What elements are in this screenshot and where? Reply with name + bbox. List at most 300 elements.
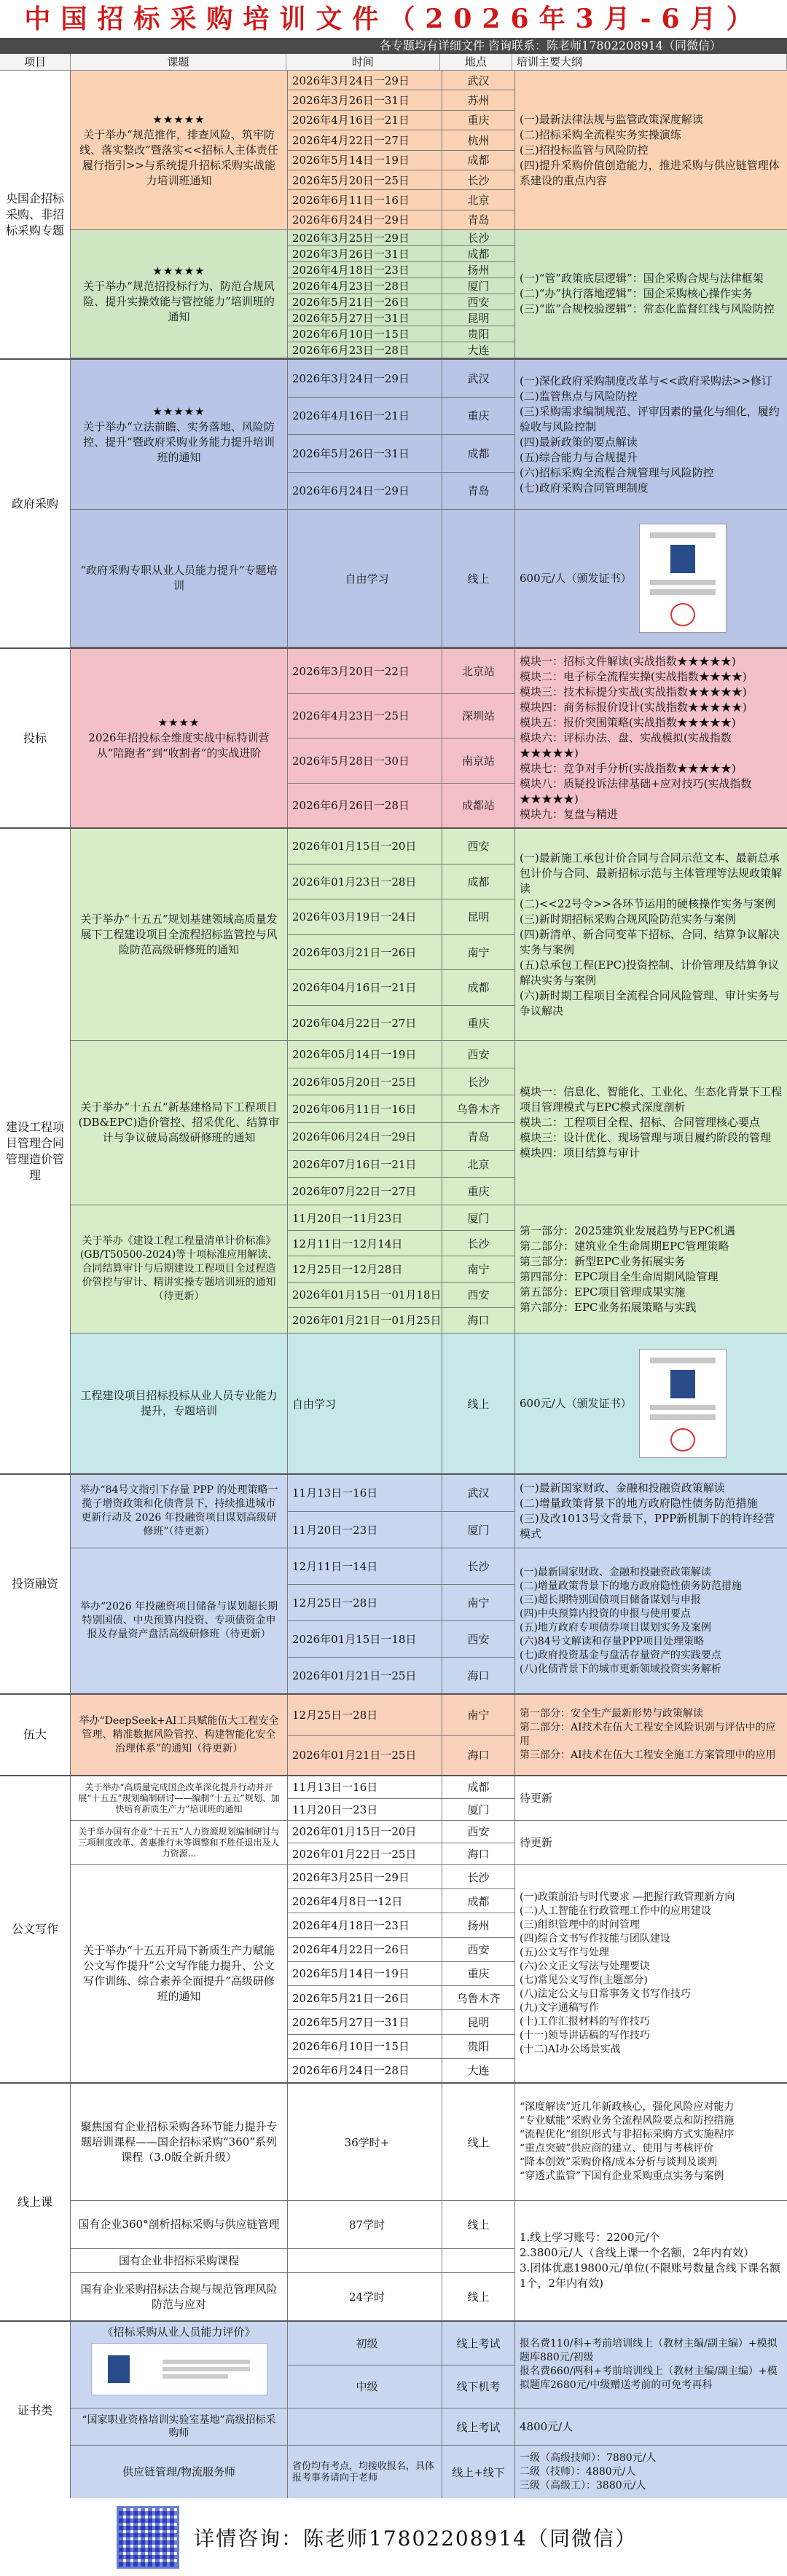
- time-cell: 2026年3月24日一29日: [288, 360, 442, 397]
- location-cell: 南宁: [467, 1596, 490, 1610]
- schedule-list: [288, 230, 515, 358]
- location-cell: 线上+线下: [452, 2466, 505, 2479]
- header-course: 课题: [71, 54, 286, 70]
- schedule-list: [288, 1865, 515, 2082]
- schedule-row: [288, 1986, 514, 2010]
- certificate-image: [91, 2343, 267, 2395]
- time-cell: 2026年06月24日一29日: [288, 1123, 442, 1150]
- outline-line: (十一)领导讲话稿的写作技巧: [520, 2030, 650, 2041]
- schedule-row: [288, 935, 514, 971]
- location-cell: 西安: [467, 1633, 490, 1646]
- course-block: [71, 1475, 787, 1548]
- outline: 4800元/人: [520, 2419, 573, 2433]
- section-label: 伍大: [0, 1695, 71, 1775]
- time-cell: 12月25日一12月28日: [288, 1256, 442, 1281]
- time-cell: 2026年6月11日一16日: [288, 190, 442, 209]
- outline-line: (五)综合能力与合规提升: [520, 450, 638, 464]
- section-online: [0, 2084, 787, 2322]
- outline-line: (三)采购需求编制规范、评审因素的量化与细化，履约验收与风险控制: [520, 404, 780, 433]
- time-cell: 2026年3月25日一29日: [288, 1865, 442, 1888]
- location-cell: 昆明: [467, 910, 490, 924]
- schedule-row: [288, 473, 514, 510]
- outline: [515, 2084, 787, 2200]
- schedule-row: [288, 1178, 514, 1205]
- outline-line: 模块二：电子标全流程实操(实战指数★★★★): [520, 670, 747, 683]
- location-cell: 海口: [467, 1847, 490, 1861]
- course-block: [71, 2446, 787, 2499]
- location-cell: 长沙: [467, 173, 490, 187]
- time-cell: 2026年6月24日一28日: [288, 2059, 442, 2082]
- location-cell: 成都: [467, 446, 490, 460]
- course-title: 工程建设项目招标投标从业人员专业能力提升，专题培训: [71, 1334, 288, 1473]
- schedule-row: [288, 738, 514, 784]
- price-text: 600元/人（颁发证书）: [520, 1396, 632, 1410]
- outline: [514, 2201, 787, 2320]
- time-cell: 2026年01月15日一18日: [288, 1621, 442, 1657]
- time-cell: 2026年5月20日一25日: [288, 170, 442, 189]
- schedule-row: [288, 190, 514, 210]
- course-block: [71, 649, 787, 827]
- location-cell: 成都: [467, 875, 490, 889]
- outline-line: 三级（高级工）：3880元/人: [520, 2480, 646, 2492]
- section-bid: [0, 649, 787, 829]
- schedule-row: [288, 210, 514, 229]
- schedule-list: [288, 1334, 515, 1473]
- location-cell: 重庆: [467, 409, 490, 423]
- seal-icon: [670, 1428, 695, 1452]
- time-cell: 2026年6月24日一29日: [288, 473, 442, 510]
- outline-line: (二)<<22号令>>各环节运用的硬核操作实务与案例: [520, 897, 776, 910]
- schedule-list: [288, 1548, 515, 1693]
- header-location: 地点: [440, 54, 512, 70]
- outline-line: 2.3800元/人（含线上课一个名额，2年内有效）: [520, 2246, 755, 2259]
- section-central: [0, 71, 787, 360]
- course-title: 关于举办《建设工程工程量清单计价标准》(GB/T50500-2024)等十项标准应用解读、合同结算审计与后期建设工程项目全过程造价管控与审计、精讲实操专题培训班的通知（待更新）: [71, 1205, 288, 1333]
- location-cell: 成都: [467, 1781, 490, 1795]
- location-cell: 南宁: [467, 1263, 490, 1276]
- location-cell: 武汉: [467, 1486, 490, 1500]
- course-block: [71, 510, 787, 647]
- outline-line: 模块六：评标办法、盘、实战模拟(实战指数★★★★★): [520, 731, 732, 760]
- location-cell: 北京: [467, 193, 490, 207]
- time-cell: 自由学习: [288, 1334, 442, 1473]
- location-cell: 大连: [467, 2064, 490, 2078]
- time-cell: 2026年6月10日一15日: [288, 326, 442, 342]
- certificate-lines: [163, 2357, 250, 2382]
- schedule-row: [288, 1308, 514, 1333]
- schedule-list: [288, 2322, 515, 2408]
- outline-line: (二)监管焦点与风险防控: [520, 389, 638, 403]
- course-block: [71, 1776, 787, 1821]
- page-title: 中国招标采购培训文件（2026年3月-6月）: [24, 4, 763, 34]
- title-bar: [0, 0, 787, 38]
- outline-line: (二)招标采购全流程实务实操演练: [520, 127, 681, 141]
- time-cell: 2026年03月19日一24日: [288, 899, 442, 934]
- location-cell: 南京站: [461, 754, 495, 768]
- time-cell: 11月20日一23日: [288, 1799, 442, 1821]
- schedule-list: [288, 1695, 515, 1775]
- outline: [515, 649, 787, 827]
- schedule-row: [288, 230, 514, 246]
- course-title: [71, 230, 288, 358]
- location-cell: 南宁: [467, 1708, 490, 1722]
- subtitle-bar: 各专题均有详细文件 咨询联系：陈老师17802208914（同微信）: [0, 38, 787, 54]
- time-cell: 2026年4月22日一26日: [288, 1938, 442, 1961]
- schedule-row: [288, 278, 514, 294]
- outline-line: (一)最新国家财政、金融和投融资政策解读: [520, 1566, 711, 1578]
- time-cell: 2026年4月23日一28日: [288, 278, 442, 294]
- location-cell: 成都: [467, 154, 490, 168]
- outline-line: “穿透式监管”下国有企业采购重点实务与案例: [520, 2170, 724, 2182]
- location-cell: 北京站: [461, 664, 495, 678]
- course-block: [71, 2322, 787, 2408]
- schedule-list: [288, 2446, 515, 2499]
- section-label: 建设工程项目管理合同管理造价管理: [0, 829, 71, 1473]
- location-cell: 贵阳: [467, 2040, 490, 2054]
- outline-line: 1.线上学习账号：2200元/个: [520, 2231, 660, 2244]
- time-cell: 2026年5月21日一26日: [288, 294, 442, 310]
- schedule-row: [288, 1041, 514, 1068]
- schedule-row: [288, 1123, 514, 1151]
- time-cell: 2026年6月23日一28日: [288, 342, 442, 358]
- outline: [515, 2322, 787, 2408]
- outline-line: (四)最新政策的要点解读: [520, 435, 638, 449]
- certificate-text-line: [650, 589, 716, 595]
- outline-line: (五)公文写作与处理: [520, 1947, 609, 1958]
- outline-line: 模块九：复盘与精进: [520, 808, 619, 821]
- schedule-row: [288, 2059, 514, 2082]
- schedule-row: [288, 1938, 514, 1962]
- exam-cell: 线上考试: [456, 2336, 501, 2350]
- outline-line: 报名费660/两科+考前培训线上（教材主编/副主编）+模拟题库2680元/中级赠送考前的可免考再科: [520, 2366, 778, 2391]
- section-label: 投资融资: [0, 1475, 71, 1693]
- time-cell: 2026年05月20日一25日: [288, 1068, 442, 1095]
- schedule-list: [288, 1776, 515, 1820]
- outline: [515, 1205, 787, 1333]
- location-cell: 线上: [467, 2291, 490, 2304]
- location-cell: 长沙: [467, 1870, 490, 1884]
- location-cell: 成都站: [461, 799, 495, 813]
- outline-line: 第六部分：EPC业务拓展策略与实践: [520, 1300, 697, 1314]
- outline-line: (一)最新国家财政、金融和投融资政策解读: [520, 1481, 725, 1494]
- schedule-row: [288, 1962, 514, 1986]
- location-cell: 成都: [467, 981, 490, 995]
- outline-line: (一)最新法律法规与监管政策深度解读: [520, 112, 703, 126]
- time-cell: 2026年3月24日一29日: [288, 71, 442, 90]
- time-cell: 2026年05月14日一19日: [288, 1041, 442, 1068]
- location-cell: 大连: [467, 344, 490, 357]
- location-cell: 成都: [467, 1894, 490, 1908]
- course-text: 《招标采购从业人员能力评价》: [102, 2325, 256, 2339]
- outline-line: 第三部分：AI技术在伍大工程安全施工方案管理中的应用: [520, 1749, 776, 1761]
- outline-line: 二级（技师）：4880元/人: [520, 2466, 636, 2478]
- schedule-list: [288, 71, 515, 229]
- course-title: [71, 2322, 288, 2408]
- time-cell: 2026年07月22日一27日: [288, 1178, 442, 1205]
- outline: 待更新: [520, 1835, 553, 1849]
- time-cell: 87学时: [288, 2201, 442, 2248]
- outline-line: (五)总承包工程(EPC)投资控制、计价管理及结算争议解决实务与案例: [520, 958, 779, 987]
- photo-icon: [108, 2355, 130, 2383]
- time-cell: 2026年4月23日一25日: [288, 694, 442, 738]
- outline-line: (六)招标采购全流程合规管理与风险防控: [520, 465, 714, 479]
- section-ai: [0, 1695, 787, 1776]
- certificate-title-line: [650, 1358, 716, 1363]
- outline-line: 3.团体优惠19800元/单位(不限账号数量含线下课名额1个，2年内有效): [520, 2261, 780, 2290]
- header-project: 项目: [0, 54, 71, 70]
- level-cell: 初级: [288, 2322, 442, 2365]
- course-block: [71, 360, 787, 510]
- course-block: [71, 1041, 787, 1205]
- outline-line: (三)招投标监管与风险防控: [520, 143, 649, 157]
- course-title: 供应链管理/物流服务师: [71, 2446, 288, 2499]
- outline-line: (十二)AI办公场景实战: [520, 2044, 621, 2055]
- section-gov: [0, 360, 787, 649]
- location-cell: 昆明: [467, 312, 490, 325]
- outline-line: (九)文字通稿写作: [520, 2002, 599, 2014]
- qr-code-icon: [117, 2506, 179, 2569]
- outline-line: (二)增量政策背景下的地方政府隐性债务防范措施: [520, 1497, 758, 1510]
- location-cell: 武汉: [467, 371, 490, 385]
- schedule-row: [288, 2010, 514, 2034]
- schedule-row: [288, 1799, 514, 1821]
- photo-icon: [670, 1370, 695, 1398]
- outline-line: 第四部分：EPC项目全生命周期风险管理: [520, 1269, 719, 1283]
- schedule-row: [288, 829, 514, 864]
- contact-text: 详情咨询：陈老师17802208914（同微信）: [194, 2526, 637, 2551]
- schedule-row: [288, 151, 514, 170]
- course-title: 国有企业360°剖析招标采购与供应链管理: [71, 2201, 288, 2248]
- outline-line: 第三部分：新型EPC业务拓展实务: [520, 1254, 686, 1268]
- location-cell: 线上: [467, 1397, 490, 1411]
- time-cell: 自由学习: [288, 510, 442, 647]
- outline-line: 模块三：设计优化、现场管理与项目履约阶段的管理: [520, 1131, 772, 1144]
- outline-line: (一)“管”政策底层逻辑”：国企采购合规与法律框架: [520, 272, 764, 285]
- price-text: 600元/人（颁发证书）: [520, 571, 632, 585]
- outline-line: “流程优化”组织形式与非招标采购方式实施程序: [520, 2129, 735, 2140]
- location-cell: 西安: [467, 1825, 490, 1839]
- outline: [515, 510, 787, 647]
- course-block: [71, 2408, 787, 2446]
- course-title: [71, 360, 288, 509]
- time-cell: 11月20日一11月23日: [288, 1205, 442, 1230]
- schedule-row: [288, 360, 514, 398]
- location-cell: 武汉: [467, 74, 490, 87]
- course-block: [71, 1695, 787, 1775]
- outline-line: (四)综合文书写作技能与团队建设: [520, 1933, 670, 1945]
- star-rating: ★★★★: [157, 716, 200, 729]
- time-cell: 2026年5月21日一26日: [288, 1986, 442, 2009]
- schedule-row: [288, 899, 514, 935]
- schedule-row: [288, 1068, 514, 1096]
- time-cell: 2026年5月28日一30日: [288, 738, 442, 783]
- time-cell: 12月25日一28日: [288, 1585, 442, 1620]
- location-cell: 重庆: [467, 1967, 490, 1981]
- location-cell: 扬州: [467, 264, 490, 277]
- outline-line: “重点突破”供应商的建立、使用与考核评价: [520, 2143, 714, 2154]
- outline-line: (一)政策前沿与时代要求 —把握行政管理新方向: [520, 1891, 735, 1903]
- section-label: 证书类: [0, 2322, 71, 2499]
- schedule-row: [288, 1475, 514, 1512]
- location-cell: 线上: [467, 2135, 490, 2149]
- outline-line: 一级（高级技师）：7880元/人: [520, 2452, 657, 2464]
- course-text: 2026年招投标全维度实战中标特训营从“陪跑者”到“收割者”的实战进阶: [88, 731, 270, 760]
- exam-cell: 线上考试: [456, 2420, 501, 2434]
- certificate-image: [639, 524, 727, 633]
- time-cell: 2026年01月23日一28日: [288, 864, 442, 899]
- location-cell: 青岛: [467, 213, 490, 227]
- time-cell: 2026年01月21日一01月25日: [288, 1308, 442, 1333]
- schedule-row: [288, 1585, 514, 1621]
- schedule-row: [288, 71, 514, 90]
- course-title: 国有企业非招标采购课程: [71, 2249, 288, 2272]
- schedule-list: [288, 829, 515, 1040]
- outline-line: 模块四：项目结算与审计: [520, 1146, 641, 1159]
- schedule-row: [288, 1776, 514, 1799]
- schedule-row: [288, 694, 514, 739]
- location-cell: 线上: [467, 2218, 490, 2232]
- schedule-row: [288, 1095, 514, 1123]
- course-text: 关于举办“立法前瞻、实务落地、风险防控、提升”暨政府采购业务能力提升培训班的通知: [83, 420, 275, 464]
- outline-line: (六)公文正文写法与处理要诀: [520, 1961, 650, 1972]
- schedule-list: [288, 2408, 515, 2445]
- course-block: [71, 1548, 787, 1693]
- section-label: 投标: [0, 649, 71, 827]
- schedule-list: [288, 2273, 514, 2320]
- time-cell: 2026年07月16日一21日: [288, 1151, 442, 1178]
- course-block: [71, 1865, 787, 2082]
- outline: [515, 1548, 787, 1693]
- time-cell: 2026年4月22日一27日: [288, 130, 442, 149]
- time-cell: 2026年5月27日一31日: [288, 2010, 442, 2033]
- outline-line: (三)及改1013号文背景下，PPP新机制下的特许经营模式: [520, 1512, 775, 1540]
- course-block: [71, 2084, 787, 2201]
- time-cell: 2026年4月8日一12日: [288, 1889, 442, 1913]
- location-cell: 西安: [467, 296, 490, 309]
- outline-line: 模块四：商务标报价设计(实战指数★★★★★): [520, 701, 747, 714]
- outline-line: (四)新清单、新合同变革下招标、合同、结算争议解决实务与案例: [520, 927, 780, 956]
- star-rating: ★★★★★: [152, 264, 205, 277]
- schedule-list: [288, 649, 515, 827]
- outline-line: (八)化债背景下的城市更新领域投资实务解析: [520, 1663, 721, 1675]
- schedule-row: [288, 649, 514, 694]
- schedule-row: [288, 1151, 514, 1178]
- location-cell: 海口: [467, 1749, 490, 1762]
- outline-line: (二)“办”执行落地逻辑”：国企采购核心操作实务: [520, 287, 753, 300]
- time-cell: 11月13日一16日: [288, 1776, 442, 1798]
- schedule-row: [288, 246, 514, 262]
- time-cell: 2026年5月14日一19日: [288, 1962, 442, 1985]
- schedule-row: [288, 1512, 514, 1548]
- outline-line: (七)政府采购合同管理制度: [520, 481, 649, 495]
- location-cell: 长沙: [467, 1075, 490, 1089]
- outline: [515, 71, 787, 229]
- schedule-row: [288, 90, 514, 110]
- outline-line: (二)人工智能在行政管理工作中的应用建设: [520, 1905, 711, 1917]
- location-cell: [442, 2249, 514, 2272]
- time-cell: 2026年01月15日一20日: [288, 1821, 442, 1843]
- location-cell: 海口: [467, 1669, 490, 1682]
- star-rating: ★★★★★: [152, 112, 205, 126]
- schedule-row: [288, 1231, 514, 1256]
- outline-line: (一)最新施工承包计价合同与合同示范文本、最新总承包计价与合同、最新招标示范与主体管理等法规政策解读: [520, 851, 783, 895]
- location-cell: 昆明: [467, 2015, 490, 2029]
- location-cell: 长沙: [467, 232, 490, 245]
- outline: [515, 1041, 787, 1205]
- time-cell: 2026年3月20日一22日: [288, 649, 442, 693]
- outline-line: 模块二：工程项目全程、招标、合同管理核心要点: [520, 1116, 761, 1129]
- schedule-row: [288, 1736, 514, 1776]
- time-cell: 2026年01月15日一20日: [288, 829, 442, 864]
- location-cell: 重庆: [467, 1185, 490, 1199]
- star-rating: ★★★★★: [152, 404, 205, 418]
- time-cell: 2026年03月21日一26日: [288, 935, 442, 970]
- outline-line: (四)提升采购价值创造能力，推进采购与供应链管理体系建设的重点内容: [520, 158, 780, 187]
- location-cell: 厦门: [467, 280, 490, 293]
- schedule-row: [288, 170, 514, 190]
- location-cell: 深圳站: [461, 709, 495, 723]
- schedule-row: [288, 784, 514, 828]
- time-cell: 2026年01月22日一25日: [288, 1843, 442, 1865]
- time-cell: 省份均有考点，均接收报名，具体报考事务请向于老师: [288, 2446, 442, 2499]
- time-cell: 2026年6月10日一15日: [288, 2035, 442, 2058]
- outline-line: (三)组织管理中的时间管理: [520, 1919, 640, 1931]
- time-cell: 2026年5月26日一31日: [288, 435, 442, 472]
- time-cell: 2026年3月26日一31日: [288, 90, 442, 109]
- course-title: [71, 71, 288, 229]
- location-cell: 杭州: [467, 133, 490, 147]
- header-time: 时间: [286, 54, 440, 70]
- outline-line: “降本创效”采购价格/成本分析与谈判及谈判: [520, 2156, 718, 2168]
- course-block: [71, 1205, 787, 1334]
- schedule-row: [288, 1889, 514, 1913]
- outline: 待更新: [520, 1791, 553, 1805]
- footer: [0, 2498, 787, 2576]
- schedule-list: [288, 510, 515, 647]
- schedule-list: [288, 1205, 515, 1333]
- seal-icon: [670, 603, 695, 626]
- outline-line: (七)常见公文写作(主题部分): [520, 1974, 648, 1986]
- schedule-list: [288, 1475, 515, 1548]
- course-block: [71, 1821, 787, 1865]
- schedule-list: [288, 2084, 515, 2200]
- location-cell: 重庆: [467, 114, 490, 127]
- course-block: [71, 1334, 787, 1473]
- time-cell: 2026年4月16日一21日: [288, 398, 442, 435]
- outline-line: 模块一：招标文件解读(实战指数★★★★★): [520, 655, 736, 668]
- section-label: 政府采购: [0, 360, 71, 647]
- outline-line: 第二部分：AI技术在伍大工程安全风险识别与评估中的应用: [520, 1722, 776, 1747]
- location-cell: 西安: [467, 1047, 490, 1061]
- schedule-row: [288, 1006, 514, 1041]
- time-cell: 11月13日一16日: [288, 1475, 442, 1511]
- time-cell: 2026年5月27日一31日: [288, 310, 442, 326]
- outline-line: (六)新时期工程项目全流程合同风险管理、审计实务与争议解决: [520, 988, 780, 1017]
- section-inv: [0, 1475, 787, 1695]
- time-cell: 24学时: [288, 2273, 442, 2320]
- certificate-image: [639, 1349, 727, 1458]
- location-cell: 南宁: [467, 945, 490, 959]
- schedule-list: [288, 2249, 514, 2272]
- section-label: 线上课: [0, 2084, 71, 2320]
- section-eng: [0, 829, 787, 1475]
- schedule-row: [288, 1205, 514, 1231]
- location-cell: 苏州: [467, 94, 490, 108]
- time-cell: 12月11日一14日: [288, 1548, 442, 1584]
- time-cell: 2026年01月21日一25日: [288, 1736, 442, 1776]
- location-cell: 长沙: [467, 1237, 490, 1250]
- time-cell: 12月25日一28日: [288, 1695, 442, 1735]
